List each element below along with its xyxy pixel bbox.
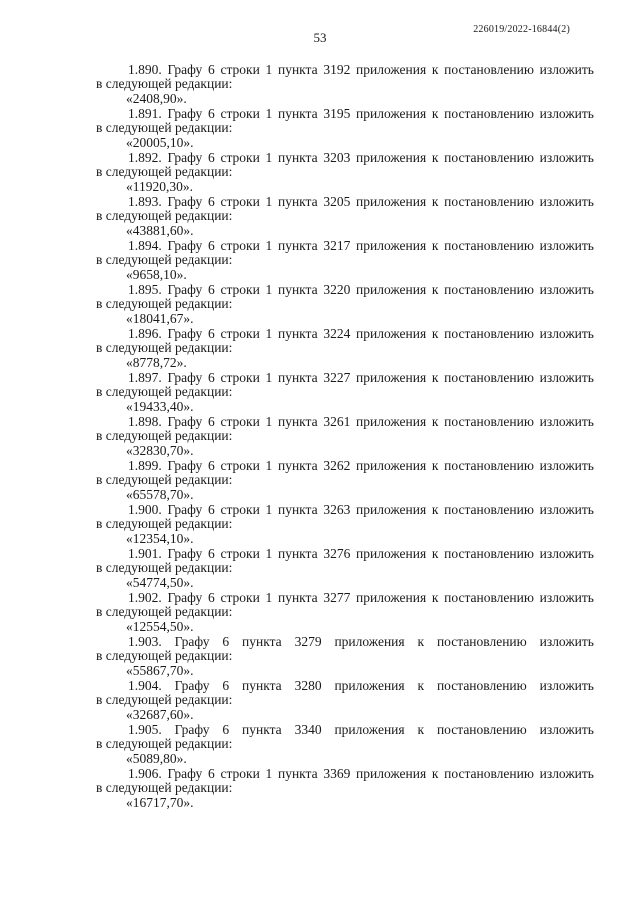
amendment-word: Графу <box>167 194 203 209</box>
amendment-continuation: в следующей редакции: <box>96 296 233 311</box>
document-id: 226019/2022-16844(2) <box>473 24 570 35</box>
amendment-word: постановлению <box>444 194 534 209</box>
amendment-word: постановлению <box>444 370 534 385</box>
amendment-word: пункта <box>277 326 318 341</box>
amendment-word: строки <box>220 106 260 121</box>
amendment-word: 1 <box>265 546 273 561</box>
amendment-word: 3195 <box>323 106 351 121</box>
amendment-word: Графу <box>167 150 203 165</box>
amendment-word: 1.902. <box>128 590 162 605</box>
amendment-value: «19433,40». <box>126 399 194 414</box>
amendment-word: строки <box>220 150 260 165</box>
amendment-item <box>96 239 594 283</box>
amendment-text-line <box>96 63 594 77</box>
amendment-text-line <box>96 107 594 121</box>
amendment-word: пункта <box>277 458 318 473</box>
amendment-text-line <box>96 503 594 517</box>
amendment-word: 6 <box>208 238 215 253</box>
amendment-word: постановлению <box>444 62 534 77</box>
page-number: 53 <box>313 30 327 45</box>
amendment-word: постановлению <box>444 590 534 605</box>
amendment-word: 1.894. <box>128 238 162 253</box>
amendment-word: пункта <box>277 282 318 297</box>
amendment-word: приложения <box>356 62 427 77</box>
amendment-text-line <box>96 283 594 297</box>
amendment-word: пункта <box>277 414 318 429</box>
amendment-word: 1 <box>265 62 273 77</box>
amendment-word: постановлению <box>436 634 527 649</box>
amendment-word: к <box>417 678 425 693</box>
amendment-continuation: в следующей редакции: <box>96 472 233 487</box>
amendment-word: изложить <box>539 414 594 429</box>
amendment-word: к <box>431 590 439 605</box>
amendment-word: 3277 <box>323 590 351 605</box>
amendment-word: Графу <box>174 722 210 737</box>
amendment-word: пункта <box>242 634 282 649</box>
amendment-word: изложить <box>539 326 594 341</box>
amendment-word: приложения <box>334 678 405 693</box>
amendment-word: пункта <box>277 590 318 605</box>
amendment-word: 6 <box>208 106 215 121</box>
amendment-word: приложения <box>356 282 427 297</box>
amendment-text-line <box>96 679 594 693</box>
amendment-word: строки <box>220 194 260 209</box>
amendment-word: Графу <box>174 678 210 693</box>
amendment-word: Графу <box>167 546 203 561</box>
amendment-continuation: в следующей редакции: <box>96 780 233 795</box>
amendment-word: 1.890. <box>128 62 162 77</box>
amendment-item <box>96 415 594 459</box>
amendment-word: к <box>431 62 439 77</box>
amendment-word: изложить <box>539 766 594 781</box>
amendment-word: 1 <box>265 106 273 121</box>
amendment-word: 6 <box>208 766 215 781</box>
amendment-word: 1 <box>265 370 273 385</box>
amendment-word: 3280 <box>294 678 322 693</box>
amendment-word: изложить <box>539 502 594 517</box>
amendment-word: 6 <box>222 634 230 649</box>
amendment-word: строки <box>220 62 260 77</box>
amendment-word: к <box>431 238 439 253</box>
amendment-item <box>96 63 594 107</box>
amendment-word: приложения <box>356 502 427 517</box>
amendment-word: 3220 <box>323 282 351 297</box>
amendment-word: пункта <box>277 238 318 253</box>
amendment-word: 1.906. <box>128 766 162 781</box>
amendment-word: приложения <box>356 150 427 165</box>
amendment-value: «5089,80». <box>126 751 187 766</box>
amendment-word: 1.893. <box>128 194 162 209</box>
amendment-word: Графу <box>174 634 210 649</box>
amendment-item <box>96 371 594 415</box>
amendment-word: 3261 <box>323 414 351 429</box>
amendment-word: постановлению <box>444 106 534 121</box>
amendment-word: 1 <box>265 194 273 209</box>
amendment-item <box>96 195 594 239</box>
amendment-word: 1.897. <box>128 370 162 385</box>
amendment-word: 6 <box>208 62 215 77</box>
amendment-text-line <box>96 635 594 649</box>
amendment-word: 1.901. <box>128 546 162 561</box>
amendment-word: строки <box>220 282 260 297</box>
amendment-word: приложения <box>356 766 427 781</box>
amendment-continuation: в следующей редакции: <box>96 692 233 707</box>
amendment-word: изложить <box>539 194 594 209</box>
amendment-word: изложить <box>539 150 594 165</box>
amendment-continuation: в следующей редакции: <box>96 648 233 663</box>
amendment-word: к <box>431 194 439 209</box>
amendment-word: 6 <box>208 282 215 297</box>
amendment-value: «12354,10». <box>126 531 194 546</box>
amendment-word: 6 <box>208 370 215 385</box>
amendment-word: к <box>431 106 439 121</box>
amendment-word: 1.891. <box>128 106 162 121</box>
amendment-word: изложить <box>539 546 594 561</box>
amendment-word: изложить <box>539 370 594 385</box>
amendment-word: 3205 <box>323 194 351 209</box>
amendment-continuation: в следующей редакции: <box>96 208 233 223</box>
amendment-text-line <box>96 371 594 385</box>
amendment-word: изложить <box>539 458 594 473</box>
amendment-word: 1.904. <box>128 678 162 693</box>
amendment-continuation: в следующей редакции: <box>96 164 233 179</box>
amendment-text-line <box>96 459 594 473</box>
amendment-word: строки <box>220 238 260 253</box>
amendment-word: строки <box>220 766 260 781</box>
amendment-word: 3224 <box>323 326 351 341</box>
amendment-word: изложить <box>539 590 594 605</box>
amendment-word: 1.898. <box>128 414 162 429</box>
amendment-continuation: в следующей редакции: <box>96 516 233 531</box>
amendment-word: строки <box>220 326 260 341</box>
amendment-word: пункта <box>277 546 318 561</box>
amendment-word: 1.905. <box>128 722 162 737</box>
amendment-word: 1 <box>265 282 273 297</box>
amendment-text-line <box>96 151 594 165</box>
amendment-word: приложения <box>356 414 427 429</box>
amendment-word: 1 <box>265 150 273 165</box>
amendment-item <box>96 679 594 723</box>
amendment-word: пункта <box>277 502 318 517</box>
amendment-word: Графу <box>167 502 203 517</box>
amendment-word: к <box>431 370 439 385</box>
amendment-word: к <box>431 458 439 473</box>
amendment-word: 6 <box>208 326 215 341</box>
amendment-word: 3192 <box>323 62 351 77</box>
amendment-word: строки <box>220 370 260 385</box>
amendment-word: пункта <box>277 62 318 77</box>
amendment-value: «55867,70». <box>126 663 194 678</box>
amendment-word: 3276 <box>323 546 351 561</box>
amendment-value: «12554,50». <box>126 619 194 634</box>
amendment-item <box>96 503 594 547</box>
amendment-word: 3340 <box>294 722 322 737</box>
amendment-word: пункта <box>277 150 318 165</box>
amendment-item <box>96 723 594 767</box>
amendment-value: «32830,70». <box>126 443 194 458</box>
amendment-word: приложения <box>356 326 427 341</box>
amendment-word: приложения <box>356 238 427 253</box>
amendment-word: изложить <box>539 238 594 253</box>
amendment-word: 6 <box>222 678 230 693</box>
amendment-text-line <box>96 239 594 253</box>
amendment-item <box>96 635 594 679</box>
amendment-value: «9658,10». <box>126 267 187 282</box>
amendment-word: Графу <box>167 106 203 121</box>
amendment-word: строки <box>220 414 260 429</box>
amendment-continuation: в следующей редакции: <box>96 252 233 267</box>
amendment-word: 1.896. <box>128 326 162 341</box>
amendment-word: приложения <box>356 546 427 561</box>
amendment-word: 1 <box>265 502 273 517</box>
amendment-word: Графу <box>167 370 203 385</box>
amendment-item <box>96 547 594 591</box>
amendment-word: к <box>431 766 439 781</box>
amendment-word: 3203 <box>323 150 351 165</box>
amendment-word: постановлению <box>444 458 534 473</box>
amendment-word: 6 <box>208 150 215 165</box>
amendment-word: 3369 <box>323 766 351 781</box>
amendment-word: изложить <box>539 722 594 737</box>
amendment-word: пункта <box>277 194 318 209</box>
amendment-item <box>96 327 594 371</box>
amendment-word: Графу <box>167 590 203 605</box>
amendment-word: изложить <box>539 634 594 649</box>
amendment-continuation: в следующей редакции: <box>96 736 233 751</box>
amendment-word: к <box>431 546 439 561</box>
amendment-text-line <box>96 547 594 561</box>
amendment-word: 1.899. <box>128 458 162 473</box>
amendment-item <box>96 107 594 151</box>
amendment-word: Графу <box>167 62 203 77</box>
amendment-text-line <box>96 415 594 429</box>
amendment-continuation: в следующей редакции: <box>96 340 233 355</box>
amendment-word: к <box>417 722 425 737</box>
amendment-word: 1.903. <box>128 634 162 649</box>
amendment-value: «16717,70». <box>126 795 194 810</box>
amendment-value: «11920,30». <box>126 179 193 194</box>
amendment-value: «20005,10». <box>126 135 194 150</box>
amendment-continuation: в следующей редакции: <box>96 560 233 575</box>
amendment-value: «32687,60». <box>126 707 194 722</box>
amendment-word: к <box>431 502 439 517</box>
amendment-word: 1 <box>265 766 273 781</box>
amendment-word: приложения <box>356 194 427 209</box>
amendment-word: Графу <box>167 238 203 253</box>
amendment-word: 3217 <box>323 238 351 253</box>
amendment-word: 1 <box>265 238 273 253</box>
amendment-value: «65578,70». <box>126 487 194 502</box>
amendment-word: строки <box>220 502 260 517</box>
amendment-list <box>96 63 594 811</box>
amendment-continuation: в следующей редакции: <box>96 604 233 619</box>
amendment-value: «2408,90». <box>126 91 187 106</box>
amendment-word: приложения <box>356 370 427 385</box>
amendment-word: 1 <box>265 458 273 473</box>
amendment-item <box>96 283 594 327</box>
amendment-text-line <box>96 591 594 605</box>
amendment-word: пункта <box>242 722 282 737</box>
amendment-word: к <box>431 150 439 165</box>
amendment-word: 1.895. <box>128 282 162 297</box>
amendment-word: 6 <box>208 546 215 561</box>
amendment-word: Графу <box>167 282 203 297</box>
amendment-word: постановлению <box>444 282 534 297</box>
amendment-word: постановлению <box>444 238 534 253</box>
amendment-text-line <box>96 195 594 209</box>
amendment-word: постановлению <box>444 326 534 341</box>
amendment-word: 3262 <box>323 458 351 473</box>
amendment-word: 1.892. <box>128 150 162 165</box>
amendment-word: изложить <box>539 62 594 77</box>
amendment-word: 6 <box>208 458 215 473</box>
amendment-word: приложения <box>334 634 405 649</box>
amendment-word: строки <box>220 458 260 473</box>
amendment-text-line <box>96 327 594 341</box>
amendment-word: Графу <box>167 326 203 341</box>
amendment-word: постановлению <box>444 766 534 781</box>
amendment-item <box>96 459 594 503</box>
amendment-value: «43881,60». <box>126 223 194 238</box>
amendment-word: постановлению <box>444 414 534 429</box>
amendment-word: приложения <box>356 458 427 473</box>
amendment-word: 6 <box>208 502 215 517</box>
amendment-continuation: в следующей редакции: <box>96 76 233 91</box>
amendment-word: 1 <box>265 414 273 429</box>
amendment-word: Графу <box>167 414 203 429</box>
amendment-word: 6 <box>208 590 215 605</box>
amendment-word: 3279 <box>294 634 322 649</box>
amendment-word: Графу <box>167 766 203 781</box>
amendment-word: к <box>431 414 439 429</box>
amendment-word: изложить <box>539 282 594 297</box>
amendment-text-line <box>96 723 594 737</box>
amendment-item <box>96 151 594 195</box>
amendment-word: постановлению <box>444 546 534 561</box>
amendment-word: к <box>417 634 425 649</box>
amendment-word: постановлению <box>444 502 534 517</box>
amendment-item <box>96 767 594 811</box>
amendment-word: постановлению <box>436 678 527 693</box>
amendment-word: пункта <box>277 766 318 781</box>
amendment-word: пункта <box>242 678 282 693</box>
amendment-word: 3263 <box>323 502 351 517</box>
amendment-word: 1.900. <box>128 502 162 517</box>
amendment-word: пункта <box>277 370 318 385</box>
amendment-value: «54774,50». <box>126 575 194 590</box>
amendment-text-line <box>96 767 594 781</box>
amendment-word: к <box>431 282 439 297</box>
amendment-word: изложить <box>539 106 594 121</box>
amendment-word: постановлению <box>436 722 527 737</box>
amendment-value: «8778,72». <box>126 355 187 370</box>
amendment-continuation: в следующей редакции: <box>96 120 233 135</box>
amendment-word: приложения <box>356 590 427 605</box>
amendment-word: приложения <box>334 722 405 737</box>
amendment-continuation: в следующей редакции: <box>96 428 233 443</box>
amendment-word: Графу <box>167 458 203 473</box>
amendment-word: 6 <box>208 414 215 429</box>
amendment-word: строки <box>220 546 260 561</box>
amendment-word: 1 <box>265 590 273 605</box>
amendment-word: пункта <box>277 106 318 121</box>
amendment-word: изложить <box>539 678 594 693</box>
amendment-word: приложения <box>356 106 427 121</box>
amendment-word: 6 <box>222 722 230 737</box>
amendment-item <box>96 591 594 635</box>
amendment-value: «18041,67». <box>126 311 194 326</box>
amendment-word: 1 <box>265 326 273 341</box>
amendment-word: постановлению <box>444 150 534 165</box>
amendment-word: 6 <box>208 194 215 209</box>
amendment-word: 3227 <box>323 370 351 385</box>
amendment-continuation: в следующей редакции: <box>96 384 233 399</box>
amendment-word: к <box>431 326 439 341</box>
amendment-word: строки <box>220 590 260 605</box>
